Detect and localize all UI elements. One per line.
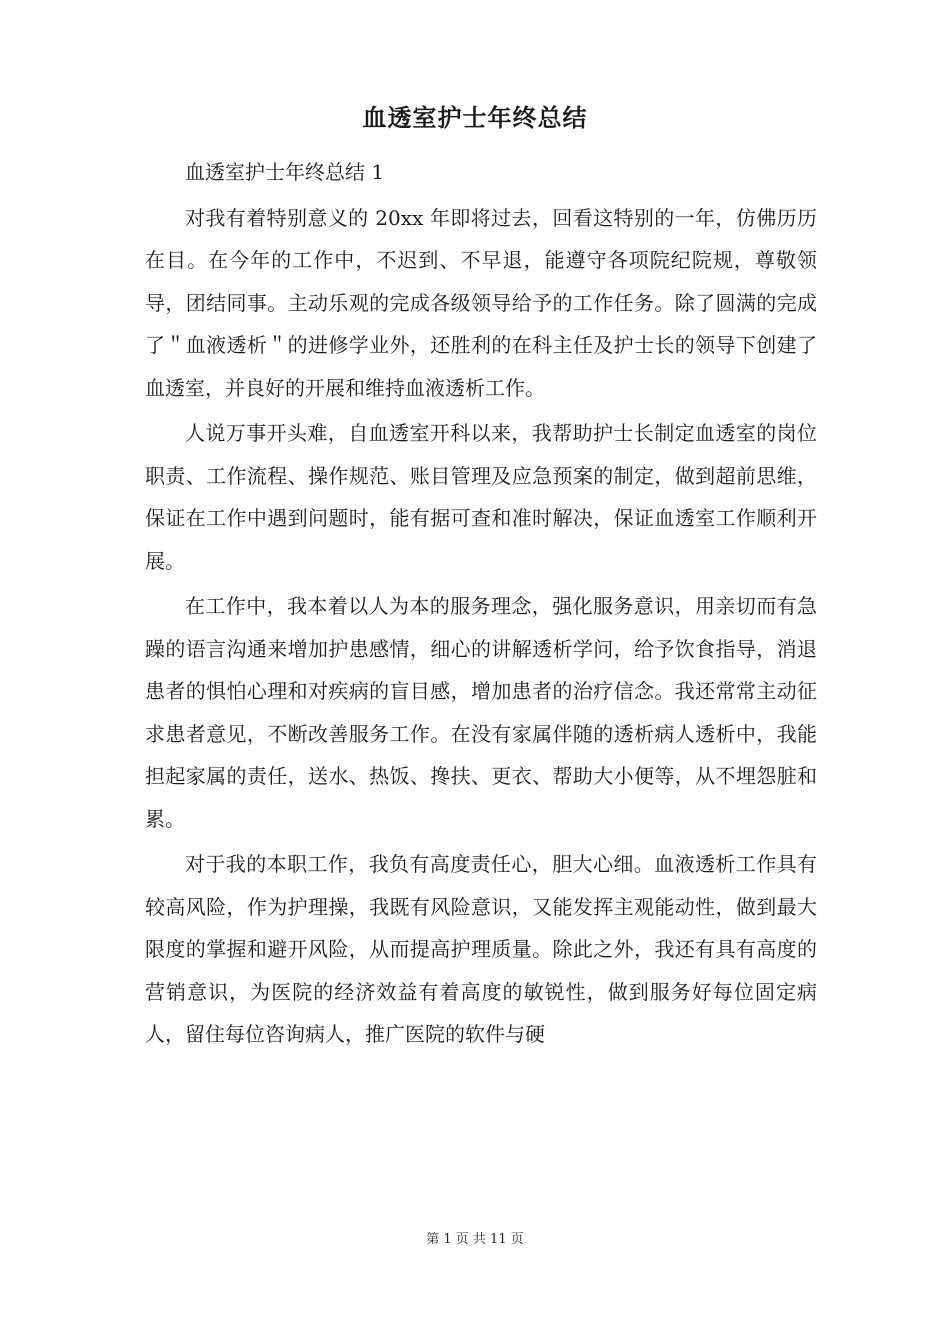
document-title: 血透室护士年终总结 <box>362 104 588 132</box>
section-heading: 血透室护士年终总结 1 <box>185 160 385 184</box>
document-body <box>145 151 817 1059</box>
paragraph: 对于我的本职工作，我负有高度责任心，胆大心细。血液透析工作具有较高风险，作为护理操，我既有风险意识，又能发挥主观能动性，做到最大限度的掌握和避开风险，从而提高护理质量。除此之外，我还有具有高度的营销意识，为医院的经济效益有着高度的敏锐性，做到服务好每位固定病人，留住每位咨询病人，推广医院的软件与硬 <box>145 852 817 1046</box>
paragraph: 人说万事开头难，自血透室开科以来，我帮助护士长制定血透室的岗位职责、工作流程、操作规范、账目管理及应急预案的制定，做到超前思维，保证在工作中遇到问题时，能有据可查和准时解决，保证血透室工作顺利开展。 <box>145 421 817 573</box>
paragraph: 对我有着特别意义的 20xx 年即将过去，回看这特别的一年，仿佛历历在目。在今年的工作中，不迟到、不早退，能遵守各项院纪院规，尊敬领导，团结同事。主动乐观的完成各级领导给予的工作任务。除了圆满的完成了＂血液透析＂的进修学业外，还胜利的在科主任及护士长的领导下创建了血透室，并良好的开展和维持血液透析工作。 <box>145 205 817 400</box>
page-footer: 第 1 页 共 11 页 <box>426 1232 524 1247</box>
paragraph: 在工作中，我本着以人为本的服务理念，强化服务意识，用亲切而有急躁的语言沟通来增加护患感情，细心的讲解透析学问，给予饮食指导，消退患者的惧怕心理和对疾病的盲目感，增加患者的治疗信念。我还常常主动征求患者意见，不断改善服务工作。在没有家属伴随的透析病人透析中，我能担起家属的责任，送水、热饭、搀扶、更衣、帮助大小便等，从不埋怨脏和累。 <box>145 594 817 831</box>
